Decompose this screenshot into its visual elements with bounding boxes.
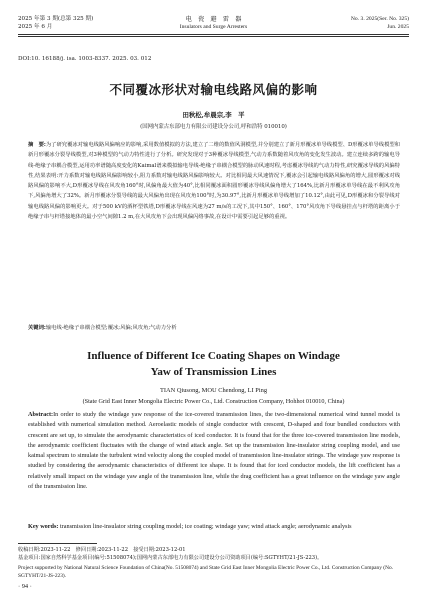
footnote-fund-en: Project supported by National Natural Science Foundation of China(No. 51508074) and State Grid East Inner Mongolia Electric Power Co., Ltd. Construction Company (No. SGTYHT/21-JS-223). xyxy=(18,565,394,580)
affiliation-en: (State Grid East Inner Mongolia Electric Power Co., Ltd. Construction Company, Hohhot 010010, China) xyxy=(82,398,345,405)
doi: DOI:10. 16188/j. isa. 1003-8337. 2025. 03. 012 xyxy=(18,56,152,62)
abstract-text-cn: 为了研究覆冰对输电线路风偏响应的影响,采用数值模拟的方法,建立了二维的数值风洞模型,并分别建立了新月形覆冰单导线模型、D形覆冰单导线模型和新月形覆冰分裂导线模型,对3种模型的气动力特性进行了分析。研究发现对于3种覆冰导线模型,气动力系数随着风攻角的变化发生波动。建立连续多跨的输电导线-绝缘子串耦合模型,运用功率谱随高度变化的Kaimal谱来模拟输电导线-绝缘子串耦合模型的脉动风速时程,考虑覆冰导线的气动力特性,研究覆冰导线的风偏特性,结果表明:开力系数对输电线路风偏影响较小,阻力系数对输电线路风偏影响较大。对比相同最大风速情况下,覆冰会引起输电线路风偏角的增大,圆形覆冰对线路风偏的影响不大,D形覆冰导线在风攻角160°时,风偏角最大值为40°,比相同覆冰面积圆形覆冰导线风偏角增大了164%,比新月形覆冰单导线在最不利风攻角下,风偏角增大了32%。新月形覆冰分裂导线的最大风偏角出现在风攻角100°时,为30.97°,比新月形覆冰单导线增加了10.12°,由此可见,D形覆冰和分裂导线对输电线路风偏的影响更大。对于500 kV的酒杯型铁塔,D形覆冰导线在风速为27 m/s的工况下,其中150°、160°、170°风攻角下导线悬挂点与杆塔的距离小于绝缘子串与杆塔接地体的最小空气间隙1.2 m,在大风攻角下会出现风偏闪络事故,在设计中需要引起足够的重视。 xyxy=(28,142,400,221)
header-rule xyxy=(18,34,409,35)
keywords-en xyxy=(28,522,400,532)
abstract-en xyxy=(28,410,400,492)
authors-cn: 田秋松,牟晨宗,李 平 xyxy=(182,111,245,119)
authors-en: TIAN Qiusong, MOU Chendong, LI Ping xyxy=(159,387,268,394)
keywords-text-en: transmission line-insulator string coupling model; ice coating; windage yaw; wind attack angle; aerodynamic analysis xyxy=(59,523,352,530)
abstract-label-en: Abstract: xyxy=(28,411,54,418)
header-issue: 2025 年第 3 期(总第 325 期) xyxy=(18,16,94,22)
article-title-en-line1: Influence of Different Ice Coating Shapes on Windage xyxy=(87,350,340,362)
header-date-en: Jun. 2025 xyxy=(387,24,409,30)
footnote-fund-cn: 基金项目:国家自然科学基金项目(编号:51508074);国网内蒙古东部电力有限公司建设分公司资助项目(编号:SGTYHT/21-JS-223)。 xyxy=(18,555,323,561)
header-issue-en: No. 3. 2025(Ser. No. 325) xyxy=(350,16,409,22)
header-date: 2025 年 6 月 xyxy=(18,24,53,30)
abstract-label-cn: 摘 要: xyxy=(28,142,46,148)
footnote-dates: 收稿日期:2023-11-22 修回日期:2023-11-22 接受日期:2023-12-01 xyxy=(18,547,186,553)
journal-name-cn: 电 瓷 避 雷 器 xyxy=(185,16,242,23)
journal-name-en: Insulators and Surge Arresters xyxy=(179,24,248,30)
affiliation-cn: (国网内蒙古东部电力有限公司建设分公司,呼和浩特 010010) xyxy=(140,124,287,130)
keywords-text-cn: 输电线-绝缘子串耦合模型;覆冰;风偏;风攻角;气动力分析 xyxy=(45,325,177,331)
abstract-text-en: In order to study the windage yaw response of the ice-covered transmission lines, the two-dimensional numerical wind tunnel model is established with numerical simulation method. Aeroelastic models of single conductor with crescent, D-shaped and four bundled conductors with crescent are set up, to simulate the aerodynamic characteristics of iced conductor. It is found that for the three ice-covered transmission line models, the aerodynamic coefficient fluctuates with the change of wind attack angle. Set up the transmission line-insulator string coupling model, and use kaimal spectrum to simulate the turbulent wind velocity along the coupled model of transmission line-insulator strings. The windage yaw response is studied by considering the aerodynamic characteristics of different ice shape. It is found that for iced conductor models, the lift coefficient has a relatively small impact on the windage yaw angle of the transmission line, while the drag coefficient has a great influence on the windage yaw angle of the transmission line. xyxy=(28,411,400,491)
article-title-en-line2: Yaw of Transmission Lines xyxy=(150,366,277,378)
footnote-rule xyxy=(18,543,97,544)
keywords-cn xyxy=(28,323,400,331)
article-title-cn: 不同覆冰形状对输电线路风偏的影响 xyxy=(109,82,318,97)
page-number: · 94 · xyxy=(18,583,32,590)
keywords-label-en: Key words: xyxy=(28,523,59,530)
header-rule-secondary xyxy=(18,36,409,37)
article-title-en xyxy=(0,348,427,380)
abstract-cn xyxy=(28,140,400,222)
keywords-label-cn: 关键词: xyxy=(28,325,46,331)
